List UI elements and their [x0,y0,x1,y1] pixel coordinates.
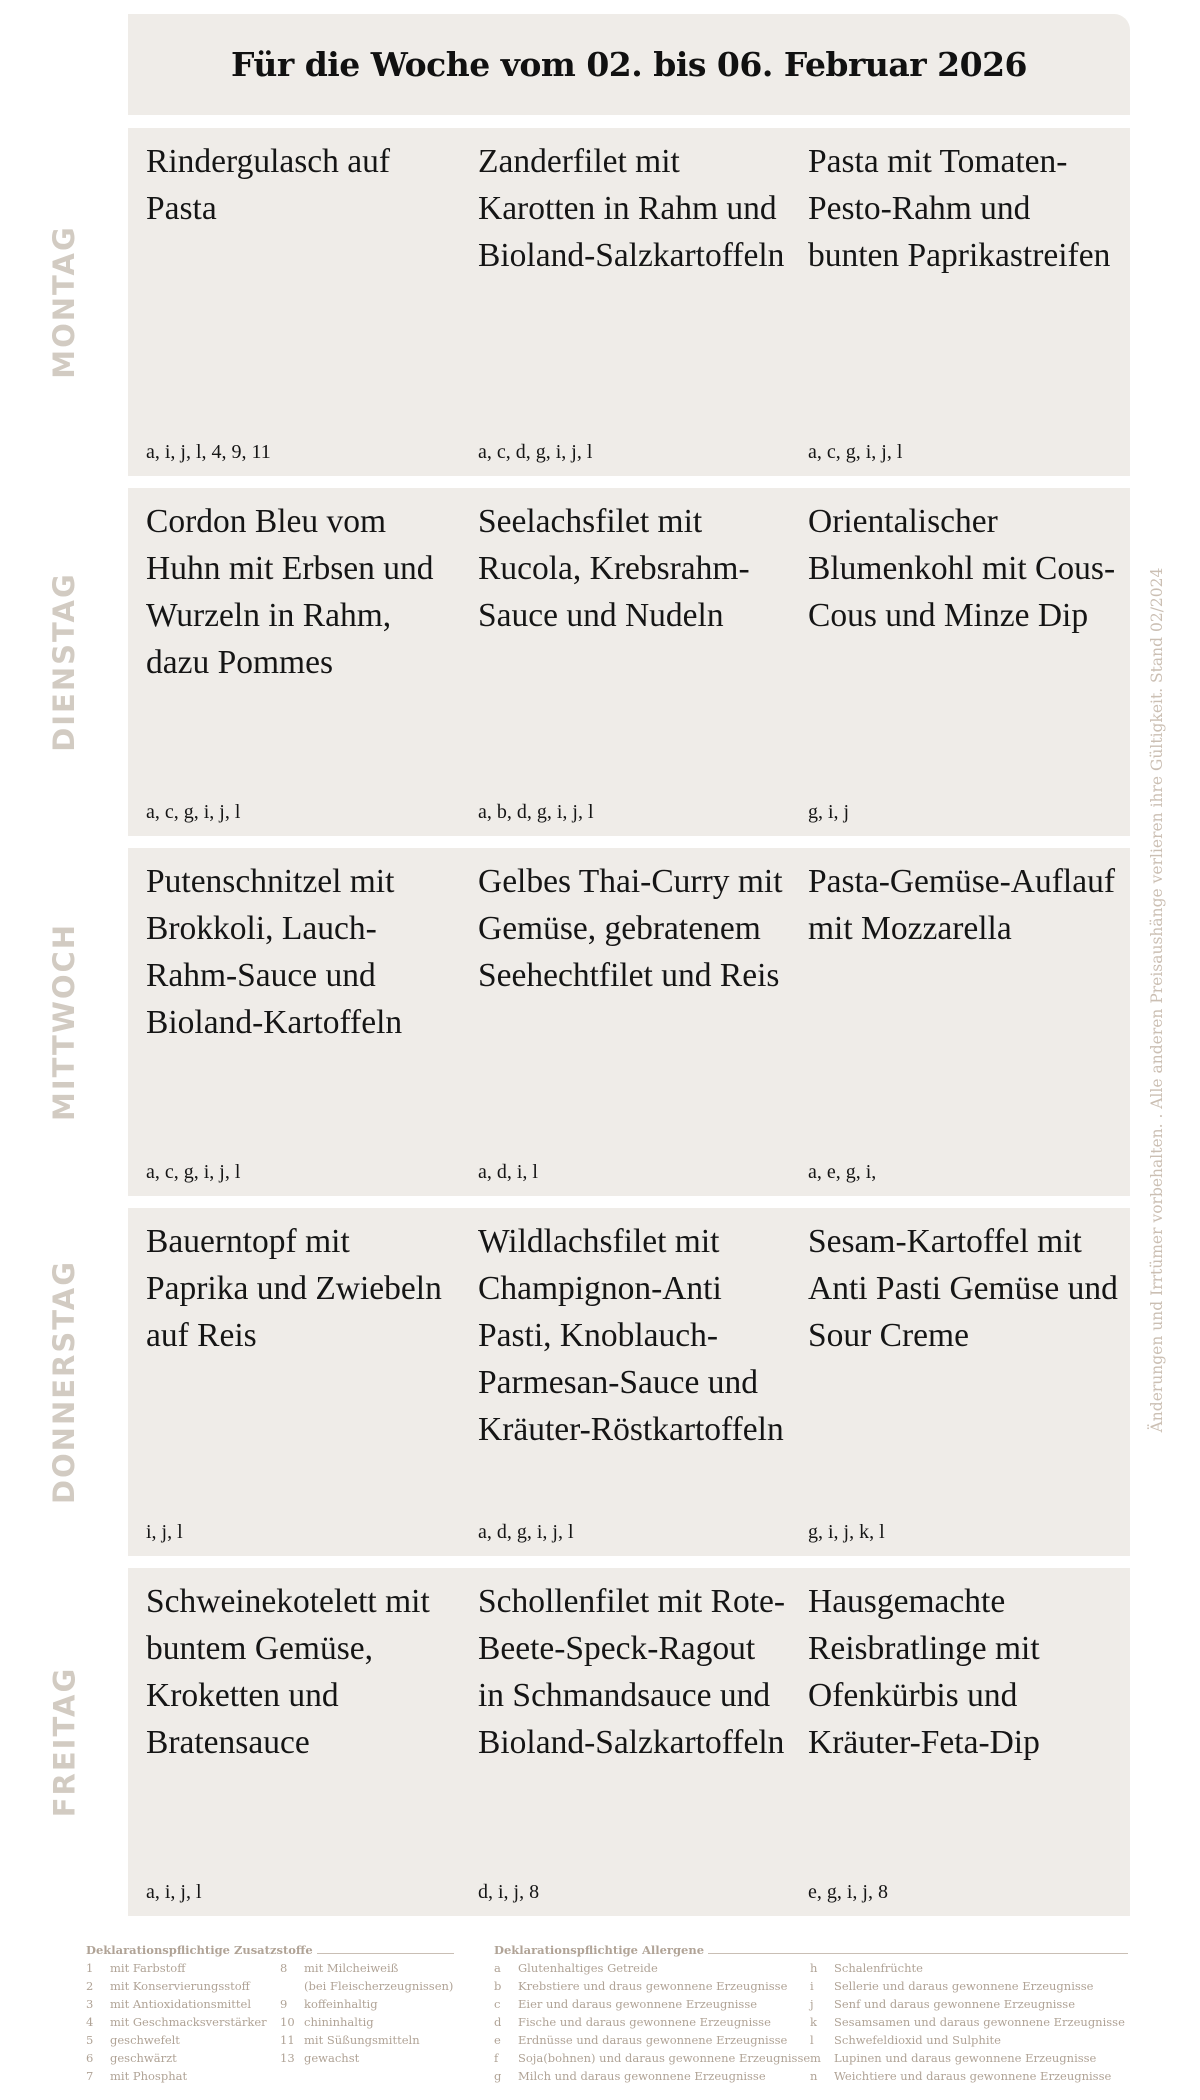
legend-key: 6 [86,2051,94,2065]
legend-item [86,2067,187,2085]
legend-item [86,1995,251,2013]
legend-text: Krebstiere und draus gewonnene Erzeugnisse [518,1979,788,1993]
dish-name: Gelbes Thai-Curry mit Gemüse, gebratenem Seehechtfilet und Reis [478,863,783,994]
meal-cell [808,848,1123,1196]
day-row-freitag [47,1568,1130,1916]
legend-text: Sellerie und daraus gewonnene Erzeugnisse [834,1979,1094,1993]
legend-key: g [494,2069,502,2083]
dish-name: Bauerntopf mit Paprika und Zwiebeln auf Reis [146,1223,442,1354]
legend-item [810,1995,1075,2013]
legend-text: Fische und daraus gewonnene Erzeugnisse [518,2015,771,2029]
meal-cell [808,1208,1123,1556]
dish-name: Seelachsfilet mit Rucola, Krebsrahm-Sauce und Nudeln [478,503,750,634]
legend-text: Schwefeldioxid und Sulphite [834,2033,1001,2047]
legend-item [86,2049,177,2067]
legend-key: 7 [86,2069,94,2083]
meal-cell [478,848,793,1196]
legend-text: Schalenfrüchte [834,1961,923,1975]
legend-item [494,1995,757,2013]
legend-text: Eier und daraus gewonnene Erzeugnisse [518,1997,758,2011]
legend-item [280,1977,453,1995]
legend-key: 3 [86,1997,94,2011]
legend-text: geschwefelt [110,2033,180,2047]
dish-name: Cordon Bleu vom Huhn mit Erbsen und Wurzeln in Rahm, dazu Pommes [146,503,434,681]
legend-text: chininhaltig [304,2015,374,2029]
divider [317,1953,454,1954]
legend-text: mit Farbstoff [110,1961,186,1975]
legend-key: c [494,1997,501,2011]
legend-item [494,2067,766,2085]
meal-cell [478,488,793,836]
dish-name: Sesam-Kartoffel mit Anti Pasti Gemüse und Sour Creme [808,1223,1118,1354]
legend-text: (bei Fleischerzeugnissen) [304,1979,454,1993]
day-label: DIENSTAG [47,572,82,752]
legend-text: gewachst [304,2051,360,2065]
meal-cell [478,128,793,476]
allergen-codes: a, d, g, i, j, l [478,1521,574,1543]
meal-cell [146,128,461,476]
day-label: MITTWOCH [47,922,82,1122]
legend-text: Sesamsamen und daraus gewonnene Erzeugnisse [834,2015,1125,2029]
allergen-codes: i, j, l [146,1521,183,1543]
legend-text: geschwärzt [110,2051,177,2065]
meal-cell [146,1568,461,1916]
legend-item [810,2013,1125,2031]
legend-item [494,2031,787,2049]
legend-key: 10 [280,2015,295,2029]
legend-key [280,1977,304,1995]
legend-text: mit Milcheiweiß [304,1961,399,1975]
dish-name: Putenschnitzel mit Brokkoli, Lauch-Rahm-Sauce und Bioland-Kartoffeln [146,863,403,1041]
day-row-donnerstag [47,1208,1130,1556]
legend-item [280,2031,420,2049]
day-row-montag [47,128,1130,476]
dish-name: Schollenfilet mit Rote-Beete-Speck-Ragout in Schmandsauce und Bioland-Salzkartoffeln [478,1583,786,1761]
day-label: DONNERSTAG [47,1259,82,1505]
dish-name: Pasta-Gemüse-Auflauf mit Mozzarella [808,863,1115,947]
legend-key: n [810,2069,818,2083]
allergen-codes: a, c, d, g, i, j, l [478,441,593,463]
meal-cell [478,1568,793,1916]
dish-name: Schweinekotelett mit buntem Gemüse, Kroketten und Bratensauce [146,1583,430,1761]
legend-item [86,2031,180,2049]
allergen-codes: g, i, j, k, l [808,1521,885,1543]
allergen-codes: e, g, i, j, 8 [808,1881,888,1903]
meal-cell [808,128,1123,476]
legend-text: Soja(bohnen) und daraus gewonnene Erzeugnisse [518,2051,811,2065]
dish-name: Wildlachsfilet mit Champignon-Anti Pasti, Knoblauch-Parmesan-Sauce und Kräuter-Röstkartoffeln [478,1223,784,1448]
disclaimer-text: Änderungen und Irrtümer vorbehalten. . Alle anderen Preisaushänge verlieren ihre Gültigkeit. Stand 02/2024 [1148,567,1166,1433]
legend-item [280,1959,398,1977]
legend-text: Lupinen und daraus gewonnene Erzeugnisse [834,2051,1097,2065]
legend-item [86,1959,185,1977]
legend-item [810,2067,1111,2085]
week-header [128,14,1130,115]
dish-name: Zanderfilet mit Karotten in Rahm und Bioland-Salzkartoffeln [478,143,785,274]
legend-item [810,2031,1001,2049]
allergen-codes: a, i, j, l [146,1881,202,1903]
legend-key: f [494,2051,499,2065]
meal-cell [146,488,461,836]
legend-item [494,1959,658,1977]
legend-item [494,2013,771,2031]
divider [708,1953,1128,1954]
legend-item [810,2049,1096,2067]
legend-key: 2 [86,1979,94,1993]
legend-text: mit Phosphat [110,2069,188,2083]
legend-item [86,2013,267,2031]
legend-key: l [810,2033,814,2047]
allergen-codes: a, e, g, i, [808,1161,877,1183]
day-label: FREITAG [47,1666,81,1818]
legend-item [280,1995,378,2013]
legend-key: 4 [86,2015,94,2029]
allergens-legend-title: Deklarationspflichtige Allergene [494,1943,1128,1957]
legend-item [86,1977,250,1995]
allergen-codes: a, d, i, l [478,1161,538,1183]
legend-key: a [494,1961,501,1975]
legend-key: j [810,1997,814,2011]
legend-text: Erdnüsse und daraus gewonnene Erzeugnisse [518,2033,788,2047]
meal-cell [808,1568,1123,1916]
allergen-codes: d, i, j, 8 [478,1881,540,1903]
meal-cell [478,1208,793,1556]
legend-key: e [494,2033,501,2047]
meal-cell [146,1208,461,1556]
legend-key: 8 [280,1961,288,1975]
legend-item [810,1977,1094,1995]
meal-cell [146,848,461,1196]
legend-text: mit Geschmacksverstärker [110,2015,267,2029]
additives-legend [86,1943,454,2083]
legend-text: Senf und daraus gewonnene Erzeugnisse [834,1997,1076,2011]
dish-name: Orientalischer Blumenkohl mit Cous-Cous und Minze Dip [808,503,1116,634]
allergen-codes: a, c, g, i, j, l [808,441,903,463]
legend-key: 9 [280,1997,288,2011]
legend-key: k [810,2015,817,2029]
legend-item [280,2049,359,2067]
legend-key: 1 [86,1961,94,1975]
legend-key: 5 [86,2033,94,2047]
legend-key: d [494,2015,502,2029]
legend-item [494,1977,787,1995]
legend-key: i [810,1979,814,1993]
day-row-dienstag [47,488,1130,836]
day-label: MONTAG [47,225,81,379]
allergen-codes: a, i, j, l, 4, 9, 11 [146,441,271,463]
legend-text: Weichtiere und daraus gewonnene Erzeugnisse [834,2069,1112,2083]
legend-key: m [810,2051,821,2065]
legend-key: b [494,1979,502,1993]
legend-key: 13 [280,2051,295,2065]
allergen-codes: a, b, d, g, i, j, l [478,801,594,823]
page-title: Für die Woche vom 02. bis 06. Februar 2026 [230,45,1027,84]
dish-name: Pasta mit Tomaten-Pesto-Rahm und bunten Paprikastreifen [808,143,1111,274]
legend-key: 11 [280,2033,295,2047]
legend-text: Glutenhaltiges Getreide [518,1961,658,1975]
allergen-codes: a, c, g, i, j, l [146,1161,241,1183]
allergens-legend [494,1943,1128,2083]
allergen-codes: a, c, g, i, j, l [146,801,241,823]
legend-key: h [810,1961,818,1975]
meal-cell [808,488,1123,836]
legend-item [494,2049,810,2067]
legend-item [810,1959,923,1977]
allergen-codes: g, i, j [808,801,850,823]
legend-item [280,2013,374,2031]
day-row-mittwoch [47,848,1130,1196]
legend-text: mit Konservierungsstoff [110,1979,250,1993]
legend-text: Milch und daraus gewonnene Erzeugnisse [518,2069,766,2083]
legend-text: mit Antioxidationsmittel [110,1997,252,2011]
additives-legend-title: Deklarationspflichtige Zusatzstoffe [86,1943,454,1957]
dish-name: Rindergulasch auf Pasta [146,143,391,227]
dish-name: Hausgemachte Reisbratlinge mit Ofenkürbis und Kräuter-Feta-Dip [808,1583,1040,1761]
legend-text: koffeinhaltig [304,1997,378,2011]
legend-text: mit Süßungsmitteln [304,2033,420,2047]
